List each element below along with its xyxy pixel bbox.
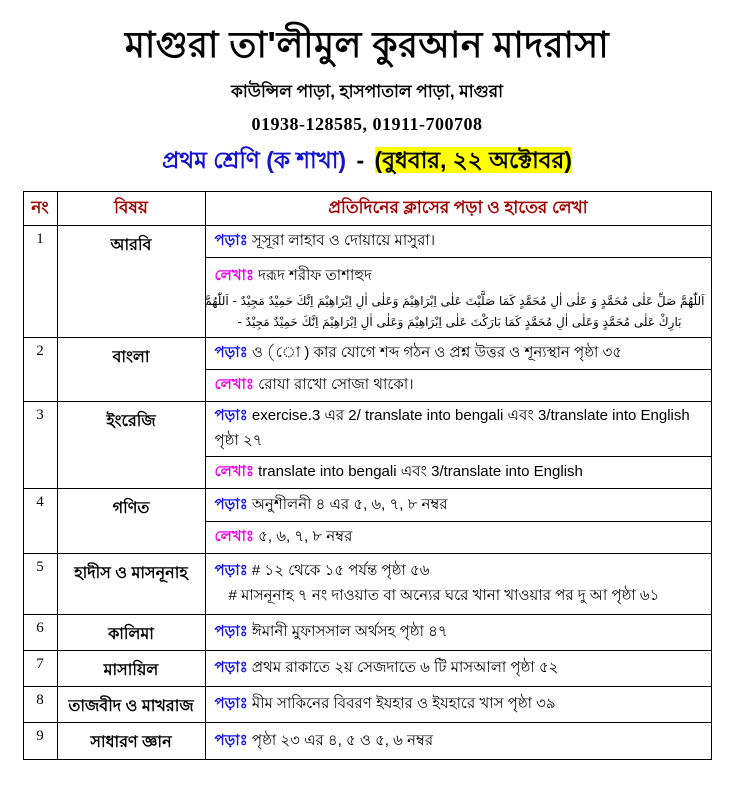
reading-text: অনুশীলনী ৪ এর ৫, ৬, ৭, ৮ নম্বর: [251, 495, 448, 513]
writing-text: translate into bengali এবং 3/translate into English: [258, 463, 583, 481]
separator-dash: -: [356, 147, 365, 174]
table-header-row: [23, 192, 711, 226]
subject-cell: আরবি: [57, 226, 205, 338]
subject-cell: গণিত: [57, 489, 205, 554]
row-number-cell: 4: [23, 489, 57, 554]
reading-label: পড়াঃ: [214, 344, 248, 362]
writing-label: লেখাঃ: [214, 463, 254, 481]
table-row: [23, 723, 711, 760]
row-number-cell: 9: [23, 723, 57, 760]
reading-text: ঈমানী মুফাসসাল অর্থসহ পৃষ্ঠা ৪৭: [251, 623, 448, 641]
reading-cell: [205, 338, 711, 370]
date-highlight: (বুধবার, ২২ অক্টোবর): [374, 147, 572, 174]
arabic-dua-line-1: اَللّٰهُمَّ صَلِّ عَلٰى مُحَمَّدٍ وَ عَلٰى اٰلِ مُحَمَّدٍ كَمَا صَلَّيْتَ عَلٰى اِبْرَاهِيْمَ وَعَلٰى اٰلِ اِبْرَاهِيْمَ اِنَّكَ حَمِيْدٌ مَجِيْدٌ - اَللّٰهُمَّ: [204, 293, 705, 308]
reading-line-1: [215, 559, 705, 584]
reading-label: পড়াঃ: [214, 407, 248, 425]
writing-cell: [205, 522, 711, 554]
address-line: কাউন্সিল পাড়া, হাসপাতাল পাড়া, মাগুরা: [230, 82, 504, 102]
reading-label: পড়াঃ: [214, 731, 248, 749]
table-row: [23, 554, 711, 615]
subject-cell: হাদীস ও মাসনূনাহ: [57, 554, 205, 615]
writing-text: ৫, ৬, ৭, ৮ নম্বর: [258, 528, 353, 546]
reading-cell: [205, 402, 711, 457]
table-row: [23, 687, 711, 723]
reading-text: সূসূরা লাহাব ও দোয়ায়ে মাসুরা।: [251, 232, 436, 250]
column-header-subject: বিষয়: [57, 192, 205, 226]
document-header: [0, 0, 734, 181]
reading-label: পড়াঃ: [214, 232, 248, 250]
reading-cell: [205, 651, 711, 687]
reading-label: পড়াঃ: [214, 659, 248, 677]
subject-cell: বাংলা: [57, 338, 205, 402]
writing-label: লেখাঃ: [214, 376, 254, 394]
writing-cell: [205, 457, 711, 489]
subject-cell: ইংরেজি: [57, 402, 205, 489]
reading-text: পৃষ্ঠা ২৩ এর ৪, ৫ ও ৫, ৬ নম্বর: [251, 731, 434, 749]
row-number-cell: 2: [23, 338, 57, 402]
reading-cell: [205, 489, 711, 522]
class-date-line: [0, 142, 734, 181]
writing-cell: [205, 258, 711, 338]
reading-text: প্রথম রাকাতে ২য় সেজদাতে ৬ টি মাসআলা পৃষ্ঠা ৫২: [251, 659, 559, 677]
row-number-cell: 5: [23, 554, 57, 615]
subject-cell: তাজবীদ ও মাখরাজ: [57, 687, 205, 723]
column-header-lessons: প্রতিদিনের ক্লাসের পড়া ও হাতের লেখা: [205, 192, 711, 226]
writing-label: লেখাঃ: [214, 528, 254, 546]
row-number-cell: 7: [23, 651, 57, 687]
table-row: [23, 226, 711, 258]
reading-text: মীম সাকিনের বিবরণ ইযহার ও ইযহারে খাস পৃষ্ঠা ৩৯: [251, 695, 556, 713]
subject-cell: সাধারণ জ্ঞান: [57, 723, 205, 760]
table-row: [23, 489, 711, 522]
phone-numbers: 01938-128585, 01911-700708: [251, 114, 483, 135]
reading-label: পড়াঃ: [214, 623, 248, 641]
reading-line-2: # মাসনূনাহ ৭ নং দাওয়াত বা অন্যের ঘরে খানা খাওয়ার পর দু আ পৃষ্ঠা ৬১: [228, 587, 660, 605]
subject-cell: কালিমা: [57, 615, 205, 651]
writing-line: [215, 264, 705, 289]
row-number-cell: 8: [23, 687, 57, 723]
class-name: প্রথম শ্রেণি (ক শাখা): [162, 147, 347, 174]
reading-cell: [205, 554, 711, 615]
writing-text: দরূদ শরীফ তাশাহুদ: [258, 266, 372, 284]
reading-cell: [205, 615, 711, 651]
table-row: [23, 338, 711, 370]
column-header-serial: নং: [23, 192, 57, 226]
row-number-cell: 6: [23, 615, 57, 651]
writing-text: রোযা রাখো সোজা থাকো।: [258, 376, 414, 394]
reading-label: পড়াঃ: [214, 562, 248, 580]
reading-label: পড়াঃ: [214, 695, 248, 713]
table-row: [23, 402, 711, 457]
page-title: মাগুরা তা'লীমুল কুরআন মাদরাসা: [124, 24, 610, 65]
writing-cell: [205, 370, 711, 402]
table-row: [23, 615, 711, 651]
reading-label: পড়াঃ: [214, 495, 248, 513]
row-number-cell: 3: [23, 402, 57, 489]
reading-cell: [205, 687, 711, 723]
reading-text: # ১২ থেকে ১৫ পর্যন্ত পৃষ্ঠা ৫৬: [251, 562, 430, 580]
lessons-table: [23, 191, 712, 760]
table-row: [23, 651, 711, 687]
row-number-cell: 1: [23, 226, 57, 338]
subject-cell: মাসায়িল: [57, 651, 205, 687]
reading-cell: [205, 226, 711, 258]
writing-label: লেখাঃ: [214, 266, 254, 284]
reading-cell: [205, 723, 711, 760]
reading-text: ও (ো ) কার যোগে শব্দ গঠন ও প্রশ্ন উত্তর ও শূন্যস্থান পৃষ্ঠা ৩৫: [251, 344, 623, 362]
arabic-dua-line-2: بَارِكْ عَلٰى مُحَمَّدٍ وَعَلٰى اٰلِ مُحَمَّدٍ كَمَا بَارَكْتَ عَلٰى اِبْرَاهِيْمَ وَعَلٰى اٰلِ اِبْرَاهِيْمَ اِنَّكَ حَمِيْدٌ مَجِيْدٌ -: [237, 315, 682, 330]
reading-text: exercise.3 এর 2/ translate into bengali এবং 3/translate into English পৃষ্ঠা ২৭: [214, 407, 690, 450]
